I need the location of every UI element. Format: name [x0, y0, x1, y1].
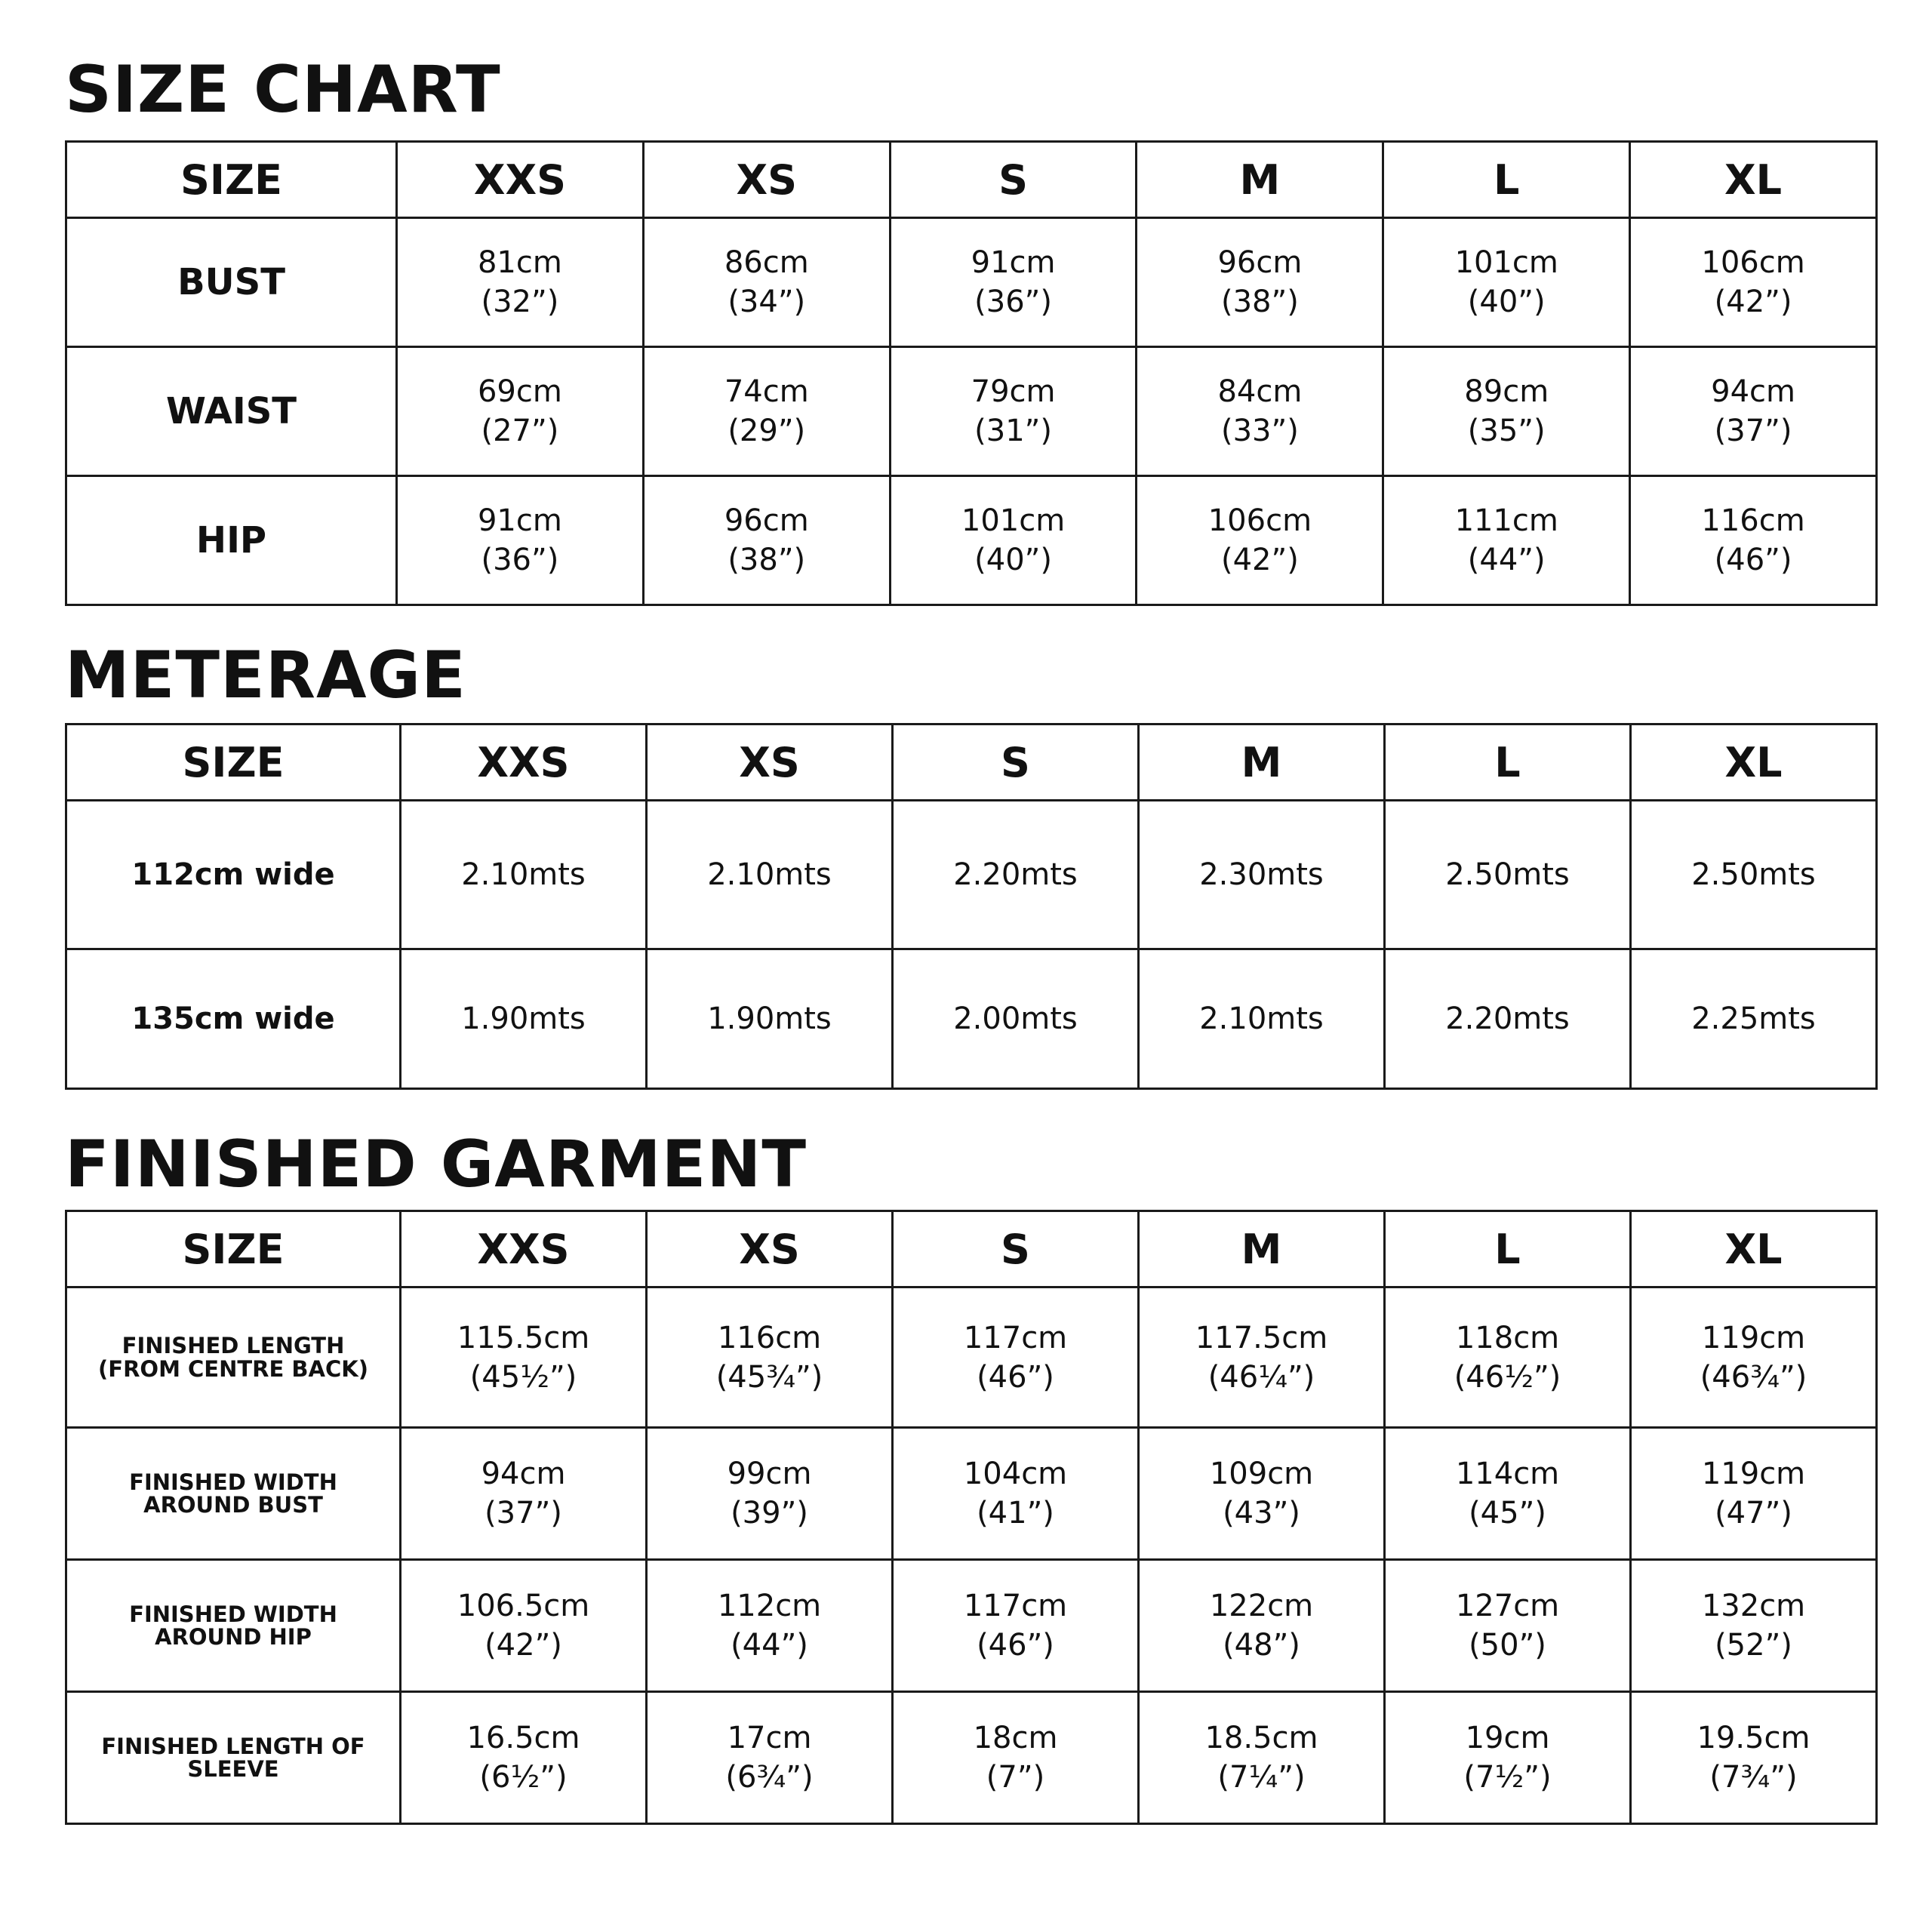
size-header: SIZE	[66, 1211, 401, 1287]
size-header: SIZE	[66, 142, 397, 218]
finished-garment-header-row	[66, 1211, 1877, 1287]
size-header-xs: XS	[643, 142, 890, 218]
table-cell: 96cm (38”)	[1137, 218, 1383, 347]
table-cell: 1.90mts	[647, 949, 893, 1089]
table-cell: 91cm (36”)	[890, 218, 1137, 347]
table-cell: 16.5cm (6½”)	[401, 1692, 647, 1824]
table-row-hip	[66, 476, 1877, 605]
row-label-finished-width-bust: FINISHED WIDTH AROUND BUST	[66, 1428, 401, 1560]
table-cell: 118cm (46½”)	[1385, 1287, 1631, 1428]
table-row-finished-width-bust	[66, 1428, 1877, 1560]
table-row-112cm	[66, 801, 1877, 949]
table-cell: 109cm (43”)	[1139, 1428, 1385, 1560]
table-cell: 74cm (29”)	[643, 347, 890, 476]
table-cell: 86cm (34”)	[643, 218, 890, 347]
table-row-finished-length	[66, 1287, 1877, 1428]
table-cell: 89cm (35”)	[1383, 347, 1630, 476]
table-cell: 99cm (39”)	[647, 1428, 893, 1560]
size-header-l: L	[1383, 142, 1630, 218]
table-cell: 94cm (37”)	[1630, 347, 1877, 476]
table-cell: 19.5cm (7¾”)	[1631, 1692, 1877, 1824]
row-label-135cm-wide: 135cm wide	[66, 949, 401, 1089]
meterage-table	[65, 723, 1878, 1090]
table-cell: 1.90mts	[401, 949, 647, 1089]
size-header-s: S	[893, 1211, 1139, 1287]
size-header-xl: XL	[1631, 724, 1877, 801]
size-header: SIZE	[66, 724, 401, 801]
table-cell: 116cm (46”)	[1630, 476, 1877, 605]
row-label-waist: WAIST	[66, 347, 397, 476]
table-cell: 2.00mts	[893, 949, 1139, 1089]
table-cell: 106.5cm (42”)	[401, 1560, 647, 1692]
size-chart-table	[65, 140, 1878, 606]
table-cell: 116cm (45¾”)	[647, 1287, 893, 1428]
table-cell: 114cm (45”)	[1385, 1428, 1631, 1560]
table-cell: 106cm (42”)	[1630, 218, 1877, 347]
table-cell: 101cm (40”)	[1383, 218, 1630, 347]
size-header-m: M	[1139, 724, 1385, 801]
table-cell: 96cm (38”)	[643, 476, 890, 605]
finished-garment-table	[65, 1210, 1878, 1825]
finished-garment-title: FINISHED GARMENT	[65, 1127, 808, 1202]
meterage-title: METERAGE	[65, 638, 466, 713]
row-label-bust: BUST	[66, 218, 397, 347]
size-chart-header-row	[66, 142, 1877, 218]
table-cell: 2.50mts	[1385, 801, 1631, 949]
table-row-bust	[66, 218, 1877, 347]
table-cell: 111cm (44”)	[1383, 476, 1630, 605]
table-cell: 19cm (7½”)	[1385, 1692, 1631, 1824]
table-cell: 104cm (41”)	[893, 1428, 1139, 1560]
table-cell: 69cm (27”)	[397, 347, 644, 476]
table-cell: 84cm (33”)	[1137, 347, 1383, 476]
table-cell: 17cm (6¾”)	[647, 1692, 893, 1824]
size-header-m: M	[1139, 1211, 1385, 1287]
table-cell: 18.5cm (7¼”)	[1139, 1692, 1385, 1824]
row-label-112cm-wide: 112cm wide	[66, 801, 401, 949]
size-header-m: M	[1137, 142, 1383, 218]
table-row-finished-width-hip	[66, 1560, 1877, 1692]
table-cell: 132cm (52”)	[1631, 1560, 1877, 1692]
table-cell: 2.30mts	[1139, 801, 1385, 949]
table-cell: 2.50mts	[1631, 801, 1877, 949]
table-row-135cm	[66, 949, 1877, 1089]
size-header-s: S	[893, 724, 1139, 801]
size-header-xs: XS	[647, 724, 893, 801]
table-cell: 106cm (42”)	[1137, 476, 1383, 605]
size-header-s: S	[890, 142, 1137, 218]
size-header-xl: XL	[1631, 1211, 1877, 1287]
size-header-xxs: XXS	[401, 1211, 647, 1287]
size-chart-title: SIZE CHART	[65, 52, 501, 128]
meterage-header-row	[66, 724, 1877, 801]
table-cell: 117.5cm (46¼”)	[1139, 1287, 1385, 1428]
row-label-finished-sleeve: FINISHED LENGTH OF SLEEVE	[66, 1692, 401, 1824]
table-cell: 79cm (31”)	[890, 347, 1137, 476]
table-cell: 127cm (50”)	[1385, 1560, 1631, 1692]
table-cell: 2.10mts	[1139, 949, 1385, 1089]
table-cell: 122cm (48”)	[1139, 1560, 1385, 1692]
table-cell: 112cm (44”)	[647, 1560, 893, 1692]
table-cell: 2.10mts	[647, 801, 893, 949]
table-cell: 117cm (46”)	[893, 1560, 1139, 1692]
table-cell: 115.5cm (45½”)	[401, 1287, 647, 1428]
table-cell: 94cm (37”)	[401, 1428, 647, 1560]
table-cell: 101cm (40”)	[890, 476, 1137, 605]
table-cell: 117cm (46”)	[893, 1287, 1139, 1428]
table-cell: 119cm (46¾”)	[1631, 1287, 1877, 1428]
row-label-finished-length: FINISHED LENGTH (FROM CENTRE BACK)	[66, 1287, 401, 1428]
table-row-waist	[66, 347, 1877, 476]
row-label-finished-width-hip: FINISHED WIDTH AROUND HIP	[66, 1560, 401, 1692]
table-cell: 2.20mts	[1385, 949, 1631, 1089]
size-header-l: L	[1385, 724, 1631, 801]
size-header-xxs: XXS	[401, 724, 647, 801]
table-cell: 2.10mts	[401, 801, 647, 949]
table-cell: 81cm (32”)	[397, 218, 644, 347]
table-cell: 91cm (36”)	[397, 476, 644, 605]
size-header-xs: XS	[647, 1211, 893, 1287]
size-header-xxs: XXS	[397, 142, 644, 218]
table-cell: 2.20mts	[893, 801, 1139, 949]
size-header-l: L	[1385, 1211, 1631, 1287]
table-row-finished-sleeve	[66, 1692, 1877, 1824]
row-label-hip: HIP	[66, 476, 397, 605]
table-cell: 18cm (7”)	[893, 1692, 1139, 1824]
table-cell: 2.25mts	[1631, 949, 1877, 1089]
table-cell: 119cm (47”)	[1631, 1428, 1877, 1560]
size-header-xl: XL	[1630, 142, 1877, 218]
